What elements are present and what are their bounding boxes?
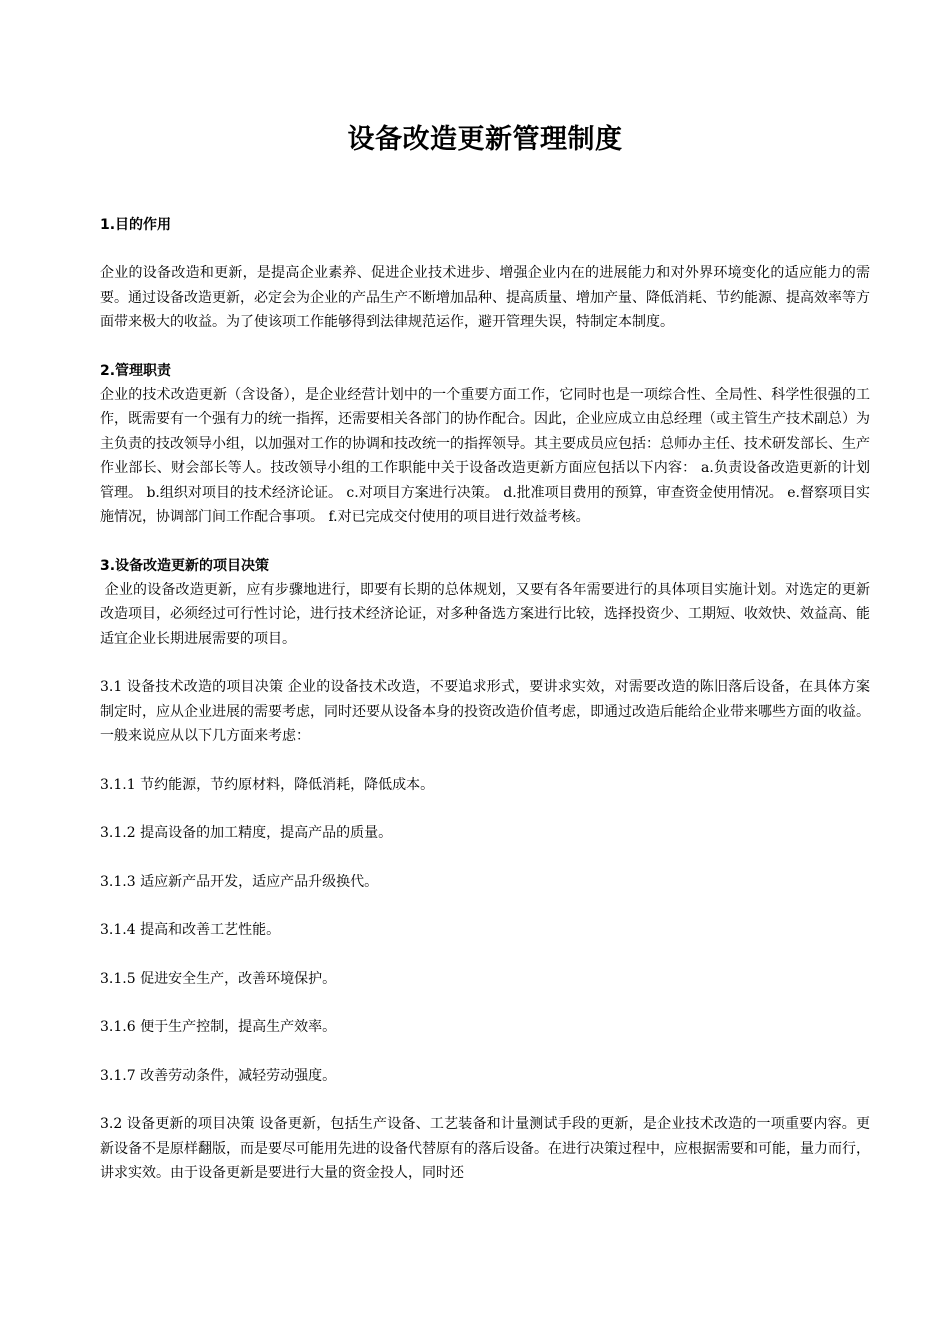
subsection-paragraph-3-2: 3.2 设备更新的项目决策 设备更新，包括生产设备、工艺装备和计量测试手段的更新，是企业技术改造的一项重要内容。更新设备不是原样翻版，而是要尽可能用先进的设备代替原有的落后设备。在进行决策过程中，应根据需要和可能，量力而行，讲求实效。由于设备更新是要进行大量的资金投人，同时还 xyxy=(100,1116,870,1181)
spacer xyxy=(100,797,870,821)
list-item-3-1-1: 3.1.1 节约能源，节约原材料，降低消耗，降低成本。 xyxy=(100,776,435,793)
spacer xyxy=(100,1040,870,1064)
subsection-paragraph-3-1: 3.1 设备技术改造的项目决策 企业的设备技术改造，不要追求形式，要讲求实效，对需要改造的陈旧落后设备，在具体方案制定时，应从企业进展的需要考虑，同时还要从设备本身的投资改造价值考虑，即通过改造后能给企业带来哪些方面的收益。 一般来说应从以下几方面来考虑： xyxy=(100,679,870,744)
spacer xyxy=(100,335,870,359)
document-page xyxy=(100,120,870,1186)
list-item-3-1-3: 3.1.3 适应新产品开发，适应产品升级换代。 xyxy=(100,873,379,890)
spacer xyxy=(100,846,870,870)
section-paragraph: 企业的设备改造更新，应有步骤地进行，即要有长期的总体规划，又要有各年需要进行的具体项目实施计划。对选定的更新改造项目，必须经过可行性讨论，进行技术经济论证，对多种备选方案进行比较，选择投资少、工期短、收效快、效益高、能适宜企业长期进展需要的项目。 xyxy=(100,581,871,647)
spacer xyxy=(100,894,870,918)
spacer xyxy=(100,991,870,1015)
spacer xyxy=(100,943,870,967)
list-item-3-1-6: 3.1.6 便于生产控制，提高生产效率。 xyxy=(100,1019,337,1035)
spacer xyxy=(100,749,870,773)
spacer xyxy=(100,530,870,554)
list-item-3-1-5: 3.1.5 促进安全生产，改善环境保护。 xyxy=(100,970,337,987)
list-item-3-1-4: 3.1.4 提高和改善工艺性能。 xyxy=(100,922,281,938)
spacer xyxy=(100,1088,870,1112)
section-heading-responsibilities: 2.管理职责 xyxy=(100,362,172,379)
list-item-3-1-7: 3.1.7 改善劳动条件，减轻劳动强度。 xyxy=(100,1067,337,1084)
spacer xyxy=(100,237,870,261)
list-item-3-1-2: 3.1.2 提高设备的加工精度，提高产品的质量。 xyxy=(100,825,393,841)
section-paragraph: 企业的技术改造更新（含设备），是企业经营计划中的一个重要方面工作，它同时也是一项综合性、全局性、科学性很强的工作，既需要有一个强有力的统一指挥，还需要相关各部门的协作配合。因此，企业应成立由总经理（或主管生产技术副总）为主负责的技改领导小组，以加强对工作的协调和技改统一的指挥领导。其主要成员应包括：总师办主任、技术研发部长、生产作业部长、财会部长等人。技改领导小组的工作职能中关于设备改造更新方面应包括以下内容： a.负责设备改造更新的计划管理。 b.组织对项目的技术经济论证。 c.对项目方案进行决策。 d.批准项目费用的预算，审查资金使用情况。 e.督察项目实施情况，协调部门间工作配合事项。 f.对已完成交付使用的项目进行效益考核。 xyxy=(100,386,870,525)
document-title: 设备改造更新管理制度 xyxy=(347,124,623,155)
section-heading-project-decision: 3.设备改造更新的项目决策 xyxy=(100,557,270,574)
section-heading-purpose: 1.目的作用 xyxy=(100,217,172,233)
spacer xyxy=(100,651,870,675)
section-paragraph: 企业的设备改造和更新，是提高企业素养、促进企业技术进步、增强企业内在的进展能力和对外界环境变化的适应能力的需要。通过设备改造更新，必定会为企业的产品生产不断增加品种、提高质量、增加产量、降低消耗、节约能源、提高效率等方面带来极大的收益。为了使该项工作能够得到法律规范运作，避开管理失误，特制定本制度。 xyxy=(100,265,870,330)
